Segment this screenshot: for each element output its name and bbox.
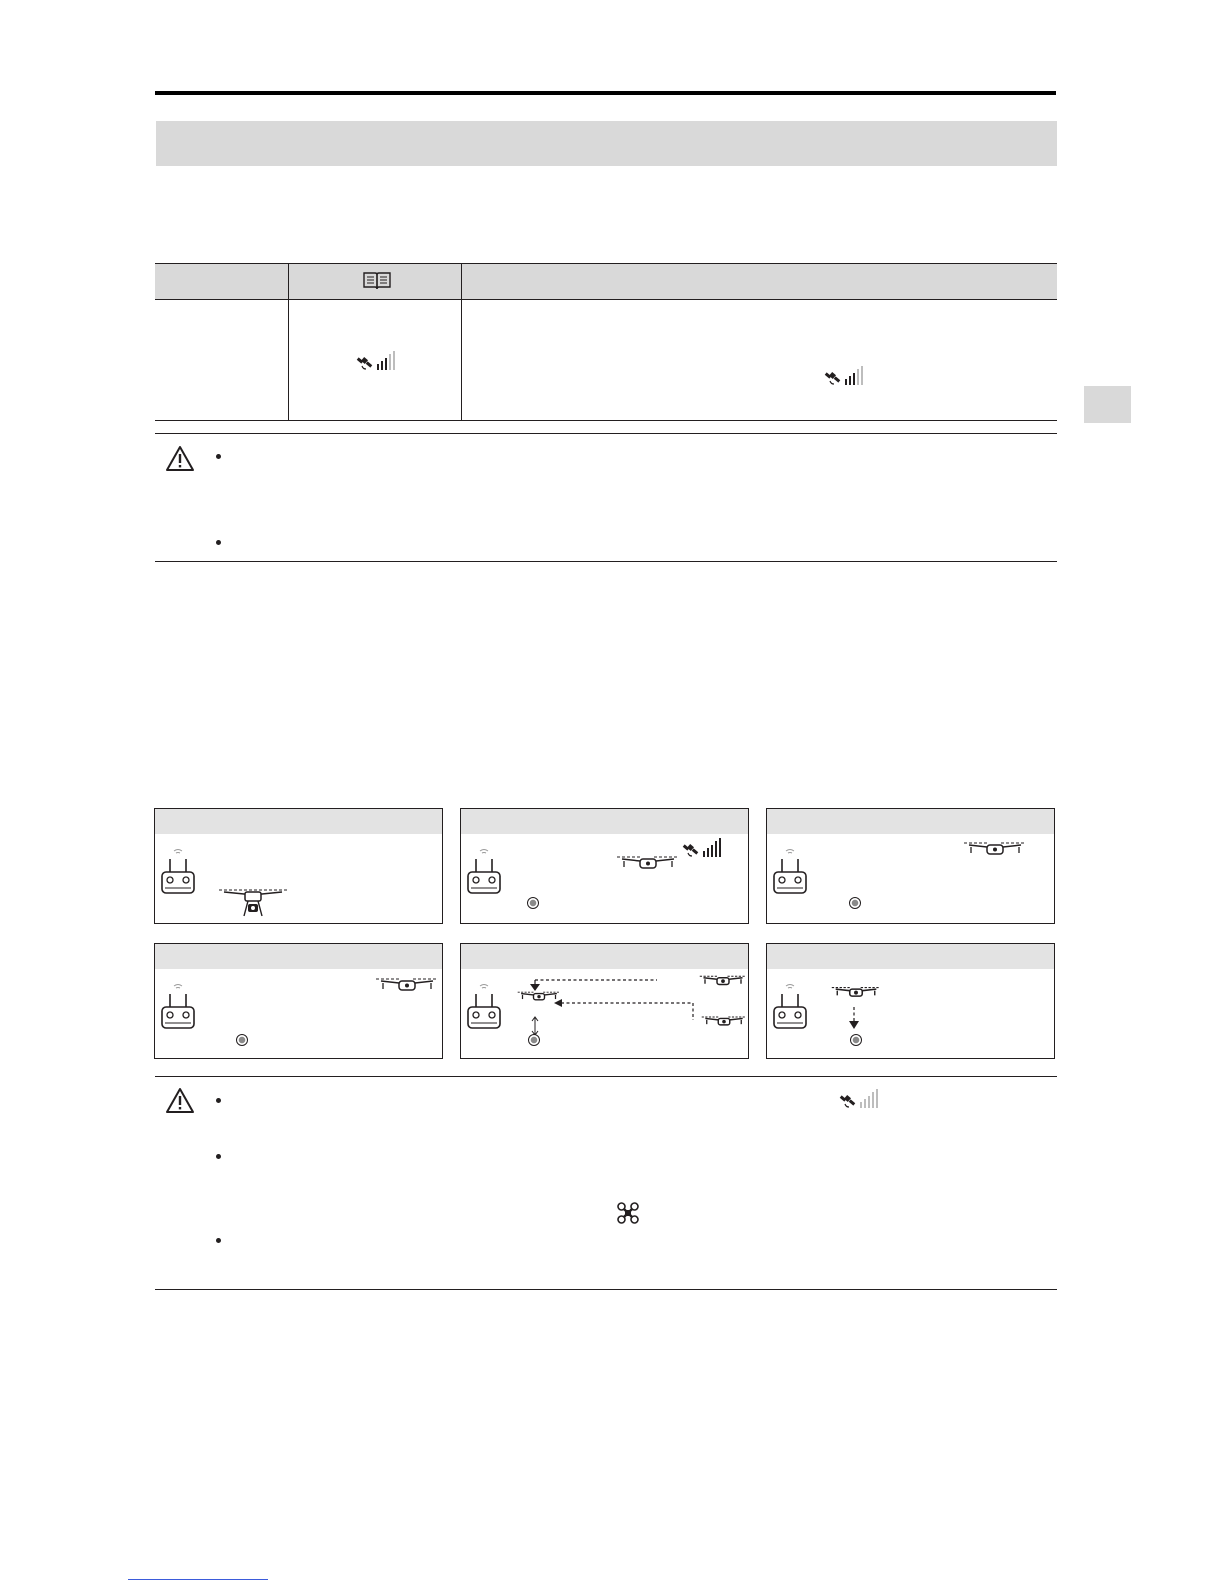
bullet — [216, 540, 221, 545]
remote-controller-icon — [773, 847, 807, 901]
illustration-panel — [154, 943, 443, 1059]
table-divider — [288, 263, 289, 421]
aircraft-icon — [701, 1014, 747, 1030]
rth-button-icon — [527, 897, 539, 909]
bullet — [216, 1098, 221, 1103]
warning-block — [155, 433, 1057, 562]
panel-title-bar — [767, 809, 1054, 834]
header-rule — [155, 91, 1056, 95]
gps-satellite-signal-icon — [356, 351, 395, 370]
rth-button-icon — [849, 897, 861, 909]
illustration-panel — [460, 943, 749, 1059]
illustration-panel — [766, 808, 1055, 924]
aircraft-icon — [375, 975, 439, 997]
bullet — [216, 1238, 221, 1243]
illustration-panel — [766, 943, 1055, 1059]
bullet — [216, 1154, 221, 1159]
section-title-band — [156, 121, 1057, 166]
warning-triangle-icon — [165, 1087, 195, 1114]
rth-button-icon — [236, 1034, 248, 1046]
rth-button-icon — [850, 1034, 862, 1046]
bullet — [216, 454, 221, 459]
panel-title-bar — [155, 809, 442, 834]
remote-controller-icon — [467, 982, 501, 1036]
remote-controller-icon — [161, 982, 195, 1036]
aircraft-icon — [831, 984, 881, 1002]
landing-arrow-icon — [849, 1007, 859, 1031]
aircraft-icon — [699, 973, 747, 990]
aircraft-icon — [517, 989, 561, 1005]
gps-satellite-signal-icon — [824, 366, 863, 385]
illustration-panel — [154, 808, 443, 924]
aircraft-icon — [963, 839, 1027, 861]
rth-button-icon — [528, 1034, 540, 1046]
remote-controller-icon — [467, 847, 501, 901]
warning-triangle-icon — [165, 445, 195, 472]
panel-title-bar — [767, 944, 1054, 969]
gps-satellite-signal-icon — [839, 1089, 878, 1108]
rth-info-table — [155, 263, 1057, 421]
aircraft-icon — [616, 853, 680, 875]
table-bottom-rule — [155, 420, 1057, 421]
panel-title-bar — [461, 944, 748, 969]
chapter-side-tab — [1084, 386, 1131, 423]
illustration-panel — [460, 808, 749, 924]
panel-title-bar — [461, 809, 748, 834]
footer-link-underline — [128, 1579, 268, 1580]
remote-controller-icon — [161, 847, 195, 901]
aircraft-with-gimbal-icon — [218, 885, 288, 921]
warning-block — [155, 1076, 1057, 1290]
panel-title-bar — [155, 944, 442, 969]
remote-controller-icon — [773, 982, 807, 1036]
book-icon — [362, 271, 392, 291]
table-header-row — [155, 263, 1057, 300]
table-divider — [461, 263, 462, 421]
aircraft-status-icon — [617, 1202, 639, 1224]
gps-satellite-signal-icon — [682, 838, 721, 857]
